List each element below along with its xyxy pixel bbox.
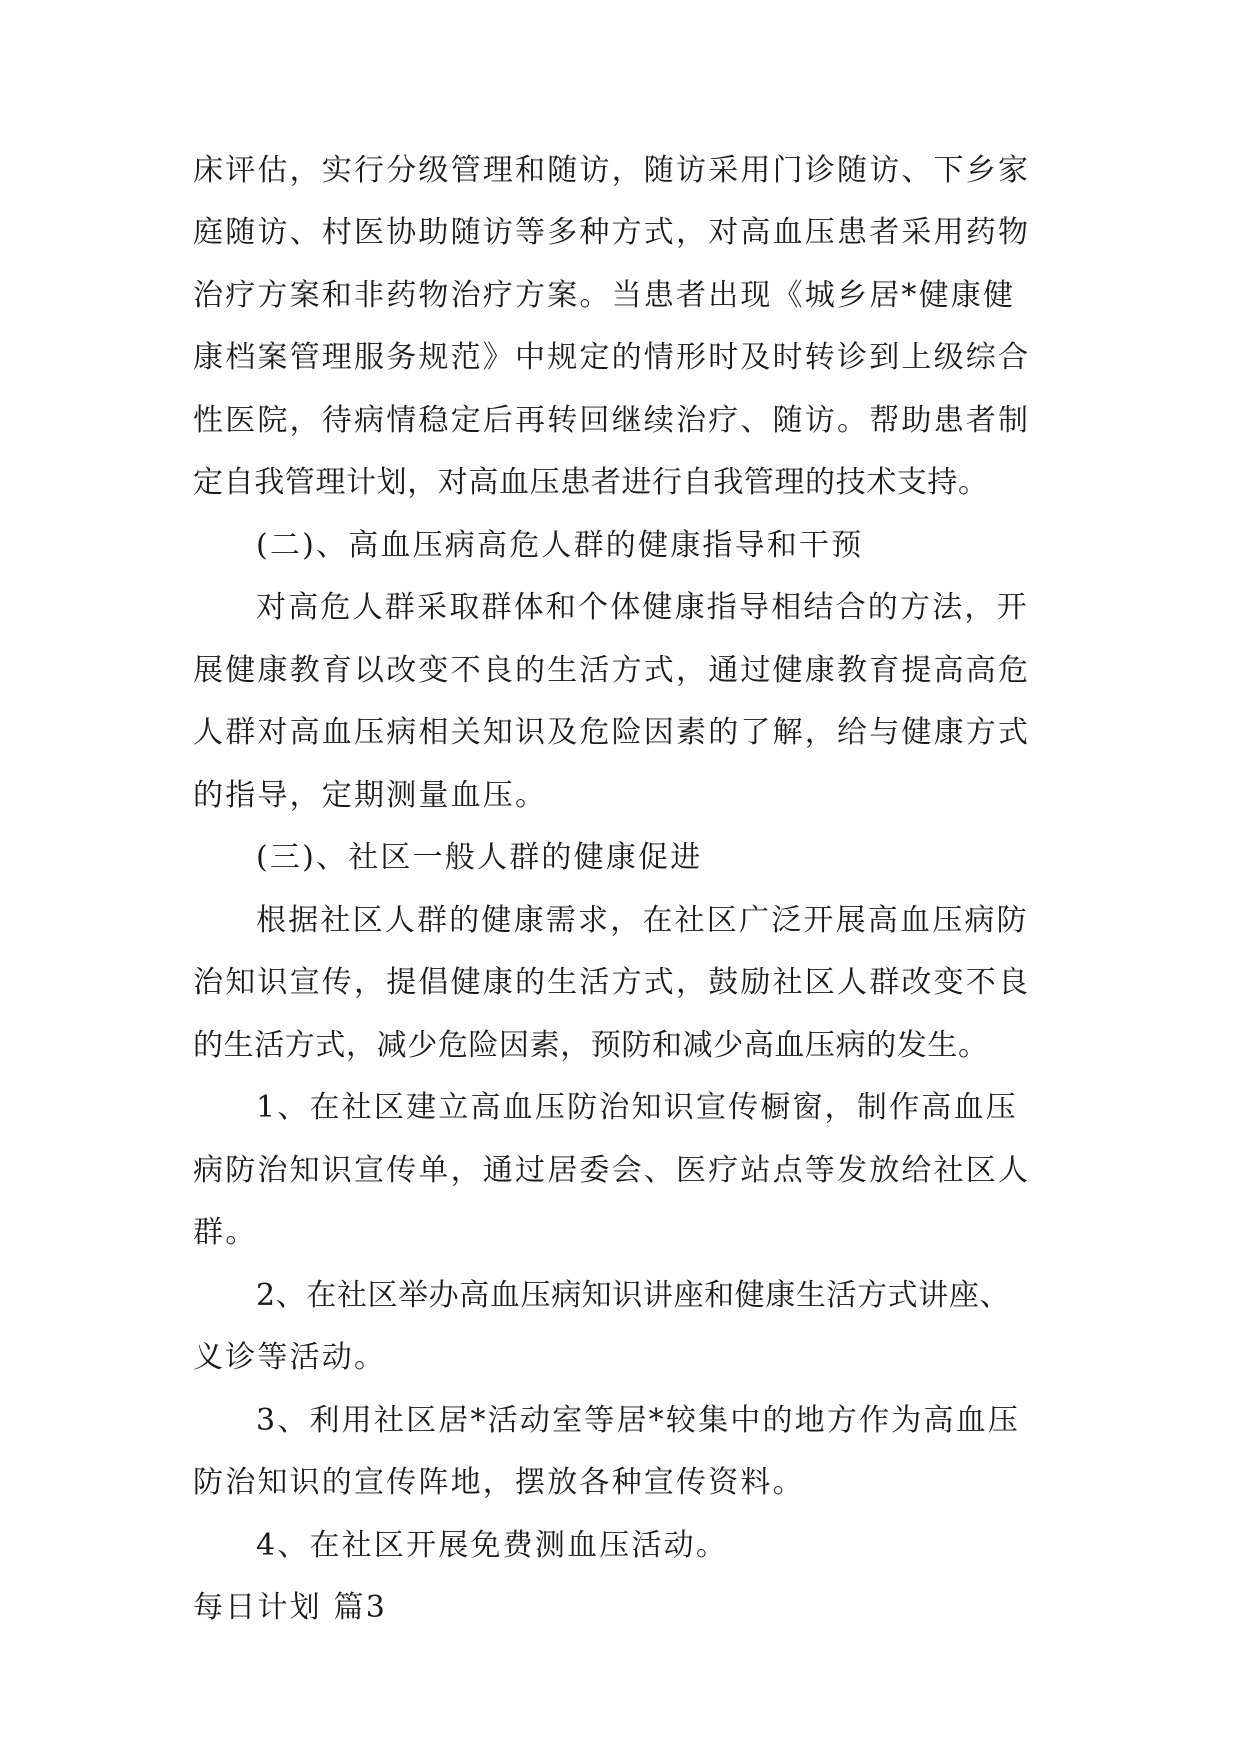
paragraph-line: 对高危人群采取群体和个体健康指导相结合的方法，开 <box>256 590 1029 625</box>
paragraph-line: 治疗方案和非药物治疗方案。当患者出现《城乡居*健康健 <box>193 278 1016 313</box>
paragraph-line: 床评估，实行分级管理和随访，随访采用门诊随访、下乡家 <box>193 153 1031 188</box>
paragraph-line: 定自我管理计划，对高血压患者进行自我管理的技术支持。 <box>193 465 989 500</box>
paragraph-line: 治知识宣传，提倡健康的生活方式，鼓励社区人群改变不良 <box>193 965 1031 1000</box>
paragraph-line: 的指导，定期测量血压。 <box>193 778 548 813</box>
paragraph-line: 的生活方式，减少危险因素，预防和减少高血压病的发生。 <box>193 1028 989 1063</box>
section-heading: (三)、社区一般人群的健康促进 <box>256 840 703 875</box>
list-item-line: 义诊等活动。 <box>193 1340 387 1375</box>
list-item-line: 防治知识的宣传阵地，摆放各种宣传资料。 <box>193 1465 805 1500</box>
paragraph-line: 人群对高血压病相关知识及危险因素的了解，给与健康方式 <box>193 715 1031 750</box>
list-item-line: 3、利用社区居*活动室等居*较集中的地方作为高血压 <box>256 1403 1021 1438</box>
paragraph-line: 展健康教育以改变不良的生活方式，通过健康教育提高高危 <box>193 653 1031 688</box>
list-item-line: 2、在社区举办高血压病知识讲座和健康生活方式讲座、 <box>256 1278 1011 1313</box>
paragraph-line: 庭随访、村医协助随访等多种方式，对高血压患者采用药物 <box>193 215 1031 250</box>
paragraph-line: 性医院，待病情稳定后再转回继续治疗、随访。帮助患者制 <box>193 403 1031 438</box>
list-item-line: 1、在社区建立高血压防治知识宣传橱窗，制作高血压 <box>256 1090 1018 1125</box>
paragraph-line: 根据社区人群的健康需求，在社区广泛开展高血压病防 <box>256 903 1029 938</box>
section-title: 每日计划 篇3 <box>193 1590 388 1625</box>
paragraph-line: 康档案管理服务规范》中规定的情形时及时转诊到上级综合 <box>193 340 1031 375</box>
section-heading: (二)、高血压病高危人群的健康指导和干预 <box>256 528 864 563</box>
list-item-line: 群。 <box>193 1215 258 1250</box>
list-item-line: 病防治知识宣传单，通过居委会、医疗站点等发放给社区人 <box>193 1153 1031 1188</box>
list-item-line: 4、在社区开展免费测血压活动。 <box>256 1528 729 1563</box>
